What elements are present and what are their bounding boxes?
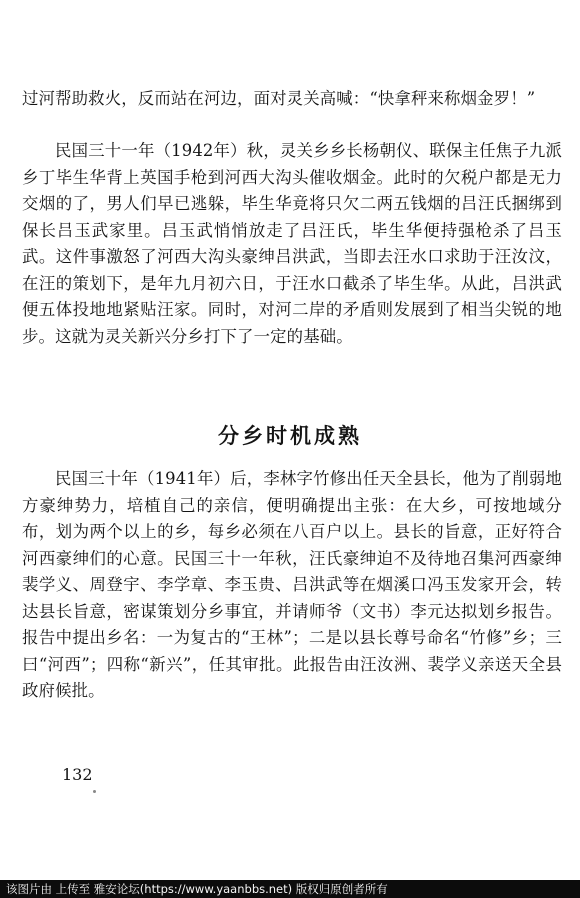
section-heading: 分乡时机成熟 <box>218 424 362 448</box>
watermark-text: 该图片由 上传至 雅安论坛(https://www.yaanbbs.net) 版权归原创者所有 <box>6 882 388 896</box>
body-paragraph-2: 民国三十年（1941年）后，李林字竹修出任天全县长，他为了削弱地方豪绅势力，培植自己的亲信，便明确提出主张：在大乡，可按地域分布，划为两个以上的乡，每乡必须在八百户以上。县长的旨意，正好符合河西豪绅们的心意。民国三十一年秋，汪氏豪绅迫不及待地召集河西豪绅裴学义、周登宇、李学章、李玉贵、吕洪武等在烟溪口冯玉发家开会，转达县长旨意，密谋策划分乡事宜，并请师爷（文书）李元达拟划乡报告。报告中提出乡名：一为复古的“王林”；二是以县长尊号命名“竹修”乡；三曰“河西”；四称“新兴”，任其审批。此报告由汪汝洲、裴学义亲送天全县政府候批。 <box>22 469 562 700</box>
body-paragraph-1: 民国三十一年（1942年）秋，灵关乡乡长杨朝仪、联保主任焦子九派乡丁毕生华背上英国手枪到河西大沟头催收烟金。此时的欠税户都是无力交烟的了，男人们早已逃躲，毕生华竟将只欠二两五钱烟的吕汪氏捆绑到保长吕玉武家里。吕玉武悄悄放走了吕汪氏，毕生华便持强枪杀了吕玉武。这件事激怒了河西大沟头豪绅吕洪武，当即去汪水口求助于汪汝汶，在汪的策划下，是年九月初六日，于汪水口截杀了毕生华。从此，吕洪武便五体投地地紧贴汪家。同时，对河二岸的矛盾则发展到了相当尖锐的地步。这就为灵关新兴分乡打下了一定的基础。 <box>22 141 562 346</box>
continuation-paragraph: 过河帮助救火，反而站在河边，面对灵关高喊：“快拿秤来称烟金罗！” <box>22 89 536 108</box>
scan-speck <box>93 790 96 793</box>
watermark-footer <box>0 880 580 898</box>
page-number: 132 <box>62 765 93 784</box>
